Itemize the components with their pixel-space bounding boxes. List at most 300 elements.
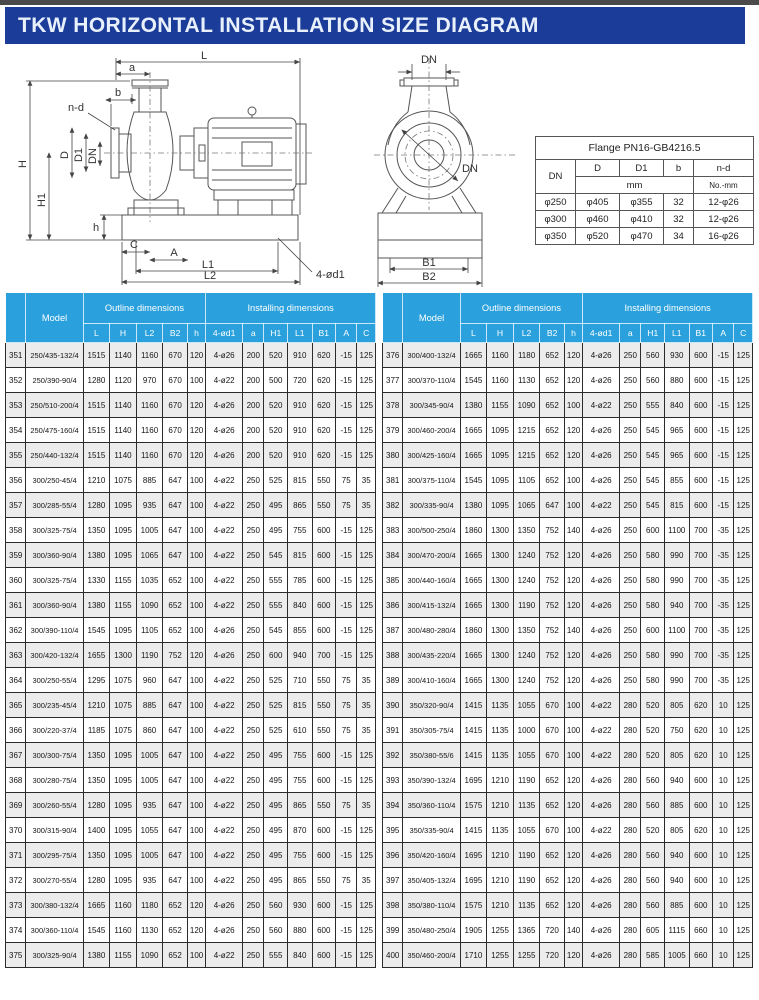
dimension-cell: 4-ø26 [583, 843, 620, 868]
dimension-cell: 250 [620, 468, 641, 493]
dimension-cell: 545 [264, 543, 288, 568]
dimension-cell: 610 [287, 718, 312, 743]
page-title: TKW HORIZONTAL INSTALLATION SIZE DIAGRAM [18, 13, 539, 37]
dimension-cell: 1255 [487, 943, 514, 968]
dimension-cell: 935 [136, 793, 163, 818]
dimension-cell: 865 [287, 868, 312, 893]
dimension-cell: 4-ø22 [206, 468, 243, 493]
dimension-cell: 125 [357, 518, 376, 543]
dimension-cell: 700 [689, 593, 713, 618]
dimension-cell: 1280 [83, 868, 110, 893]
row-number: 370 [6, 818, 26, 843]
dimension-cell: 1190 [513, 768, 540, 793]
dimension-cell: 250 [620, 593, 641, 618]
dimension-cell: 1365 [513, 918, 540, 943]
dimension-cell: 815 [287, 543, 312, 568]
dimension-cell: 1210 [83, 468, 110, 493]
dimension-cell: 960 [136, 668, 163, 693]
dimension-cell: 700 [689, 668, 713, 693]
row-number: 372 [6, 868, 26, 893]
dimension-cell: 560 [641, 843, 665, 868]
dimension-cell: 670 [163, 368, 188, 393]
table-row [383, 643, 753, 668]
dimension-cell: 280 [620, 818, 641, 843]
dimension-cell: 495 [264, 493, 288, 518]
dimension-cell: 580 [641, 543, 665, 568]
model-cell: 300/325-75/4 [26, 518, 83, 543]
dimension-cell: 700 [689, 543, 713, 568]
flange-spec-table [535, 136, 754, 245]
dimension-cell: 600 [312, 618, 336, 643]
model-cell: 300/260-55/4 [26, 793, 83, 818]
dimension-cell: 580 [641, 643, 665, 668]
dimension-cell: 250 [243, 618, 264, 643]
dimension-cell: 1130 [513, 368, 540, 393]
flange-cell: 32 [664, 211, 694, 228]
dimension-cell: 1090 [136, 593, 163, 618]
dimension-cell: 560 [641, 868, 665, 893]
dimension-cell: 652 [540, 343, 565, 368]
dimension-cell: 1095 [110, 518, 137, 543]
dimension-cell: 600 [689, 493, 713, 518]
model-cell: 300/440-160/4 [403, 568, 460, 593]
dimension-cell: 545 [641, 468, 665, 493]
dimension-cell: 4-ø26 [583, 893, 620, 918]
col-header-B2: B2 [540, 324, 565, 343]
dimension-cell: 35 [357, 668, 376, 693]
model-cell: 300/480-280/4 [403, 618, 460, 643]
dimension-cell: 620 [312, 343, 336, 368]
table-row [383, 393, 753, 418]
dimension-cell: 910 [287, 343, 312, 368]
dim-label-DN: DN [87, 148, 99, 164]
dimension-cell: 1400 [83, 818, 110, 843]
dimension-cell: 1300 [110, 643, 137, 668]
row-number: 366 [6, 718, 26, 743]
dimension-cell: 120 [564, 943, 582, 968]
dimension-cell: -15 [336, 843, 357, 868]
dimension-cell: 560 [641, 768, 665, 793]
dimension-cell: 1155 [110, 593, 137, 618]
dimension-cell: 600 [689, 393, 713, 418]
dimension-cell: 1300 [487, 668, 514, 693]
dimension-cell: 280 [620, 718, 641, 743]
table-row [6, 668, 376, 693]
dimension-cell: 600 [312, 843, 336, 868]
dimension-cell: 1280 [83, 793, 110, 818]
row-number: 367 [6, 743, 26, 768]
dimension-cell: 4-ø26 [583, 618, 620, 643]
dimension-cell: 1350 [83, 743, 110, 768]
dimension-cell: 1055 [513, 693, 540, 718]
dimension-cell: 100 [187, 743, 205, 768]
dimension-cell: -15 [336, 443, 357, 468]
dimension-cell: 940 [664, 868, 689, 893]
dimension-cell: 1240 [513, 543, 540, 568]
dimension-cell: 1905 [460, 918, 487, 943]
dimension-cell: -15 [713, 418, 734, 443]
model-cell: 300/325-75/4 [26, 568, 83, 593]
dimension-cell: 880 [287, 918, 312, 943]
dimension-cell: 495 [264, 743, 288, 768]
dimension-cell: 555 [264, 593, 288, 618]
dimension-cell: 1095 [110, 743, 137, 768]
model-column-header: Model [403, 293, 460, 343]
dimension-cell: 910 [287, 443, 312, 468]
model-cell: 350/390-132/4 [403, 768, 460, 793]
front-dim-label-B1: B1 [422, 257, 436, 269]
dimension-cell: 120 [187, 643, 205, 668]
dimension-cell: -35 [713, 568, 734, 593]
dimension-cell: 880 [664, 368, 689, 393]
dimension-cell: 1380 [83, 543, 110, 568]
dimension-cell: 125 [357, 593, 376, 618]
dimension-cell: 280 [620, 743, 641, 768]
dimension-cell: 10 [713, 893, 734, 918]
front-dim-label-DN-diag: DN [462, 163, 478, 175]
dimension-cell: 600 [689, 793, 713, 818]
dimension-cell: 1280 [83, 368, 110, 393]
model-cell: 350/420-160/4 [403, 843, 460, 868]
dimension-cell: 100 [564, 718, 582, 743]
dimension-cell: 120 [564, 668, 582, 693]
dimension-cell: 1190 [513, 843, 540, 868]
dimension-cell: 200 [243, 418, 264, 443]
dimension-cell: 120 [564, 593, 582, 618]
dim-label-H1: H1 [36, 192, 48, 208]
dimension-cell: 600 [689, 368, 713, 393]
dimension-cell: 1350 [83, 843, 110, 868]
dimension-cell: 600 [312, 943, 336, 968]
dimension-cell: 10 [713, 793, 734, 818]
dimension-cell: 4-ø26 [583, 443, 620, 468]
table-row [6, 368, 376, 393]
dimension-cell: -15 [336, 893, 357, 918]
dimension-cell: 1065 [136, 543, 163, 568]
row-number: 359 [6, 543, 26, 568]
col-header-h: h [187, 324, 205, 343]
dimension-cell: 1160 [110, 893, 137, 918]
table-row [6, 793, 376, 818]
dimension-cell: 250 [243, 943, 264, 968]
dimension-cell: 652 [163, 893, 188, 918]
dimension-cell: 700 [689, 618, 713, 643]
dimension-cell: 1035 [136, 568, 163, 593]
dimension-cell: 545 [641, 418, 665, 443]
dimension-cell: 125 [357, 768, 376, 793]
dimension-cell: 10 [713, 718, 734, 743]
dimension-cell: 1135 [513, 793, 540, 818]
flange-cell: φ300 [536, 211, 576, 228]
dimension-cell: 580 [641, 568, 665, 593]
dimension-cell: 935 [136, 868, 163, 893]
dimension-cell: 125 [734, 818, 753, 843]
dimension-cell: 4-ø26 [206, 618, 243, 643]
dimension-cell: 140 [564, 518, 582, 543]
dimension-cell: 670 [163, 418, 188, 443]
dimension-cell: 855 [664, 468, 689, 493]
dimension-cell: 100 [564, 493, 582, 518]
dimension-cell: 125 [734, 918, 753, 943]
front-dim-label-B2: B2 [422, 271, 436, 283]
dimension-cell: 125 [734, 443, 753, 468]
dimension-cell: 1215 [513, 443, 540, 468]
dimension-cell: 520 [641, 693, 665, 718]
dimension-cell: -15 [713, 493, 734, 518]
col-header-C: C [734, 324, 753, 343]
dimension-cell: 1160 [136, 443, 163, 468]
dimension-cell: -35 [713, 668, 734, 693]
dimension-cell: 647 [163, 543, 188, 568]
flange-cell: φ460 [576, 211, 620, 228]
dimension-cell: 585 [641, 943, 665, 968]
dimension-cell: 120 [564, 443, 582, 468]
table-row [383, 943, 753, 968]
dimension-cell: 1155 [110, 943, 137, 968]
dimension-cell: 100 [564, 743, 582, 768]
dimension-cell: 885 [136, 693, 163, 718]
model-cell: 300/325-90/4 [26, 943, 83, 968]
dimension-cell: 1515 [83, 443, 110, 468]
dimension-cell: 620 [312, 443, 336, 468]
model-cell: 300/420-132/4 [26, 643, 83, 668]
dimension-cell: 965 [664, 418, 689, 443]
row-number: 353 [6, 393, 26, 418]
dim-label-h: h [92, 222, 100, 234]
dimension-cell: 752 [540, 543, 565, 568]
dimension-cell: -15 [336, 593, 357, 618]
dimension-cell: 1210 [487, 843, 514, 868]
dimension-cell: 4-ø22 [206, 518, 243, 543]
model-cell: 250/435-132/4 [26, 343, 83, 368]
dimension-cell: 660 [689, 943, 713, 968]
dim-label-b: b [114, 87, 122, 99]
table-row [383, 568, 753, 593]
dimension-cell: 1665 [460, 568, 487, 593]
model-cell: 300/220-37/4 [26, 718, 83, 743]
dimension-cell: 125 [357, 343, 376, 368]
dimension-cell: 752 [540, 668, 565, 693]
dimension-cell: 865 [287, 493, 312, 518]
col-header-B1: B1 [689, 324, 713, 343]
dimension-cell: 250 [243, 918, 264, 943]
outline-group-header: Outline dimensions [460, 293, 583, 324]
dim-label-H: H [17, 160, 29, 168]
dimension-cell: 120 [564, 568, 582, 593]
dimension-cell: 525 [264, 693, 288, 718]
dimension-cell: 785 [287, 568, 312, 593]
dimension-cell: 600 [689, 843, 713, 868]
dimension-cell: 4-ø26 [583, 593, 620, 618]
dimension-cell: 520 [264, 443, 288, 468]
dimension-cell: 125 [734, 393, 753, 418]
table-row [6, 818, 376, 843]
dimension-cell: 75 [336, 718, 357, 743]
dimension-cell: 550 [312, 868, 336, 893]
model-cell: 300/345-90/4 [403, 393, 460, 418]
dimension-cell: 647 [540, 493, 565, 518]
dimension-cell: 125 [734, 618, 753, 643]
dimension-cell: 125 [357, 843, 376, 868]
dimension-cell: 1415 [460, 743, 487, 768]
dimension-cell: 755 [287, 518, 312, 543]
table-row [383, 893, 753, 918]
dimension-cell: 520 [264, 393, 288, 418]
dimension-cell: 4-ø22 [206, 368, 243, 393]
row-number: 378 [383, 393, 403, 418]
dimension-cell: 250 [620, 443, 641, 468]
dimension-cell: 550 [312, 493, 336, 518]
dimension-cell: 250 [620, 618, 641, 643]
dimension-cell: 647 [163, 518, 188, 543]
dimension-cell: 1075 [110, 668, 137, 693]
dimension-cell: 1160 [487, 368, 514, 393]
dimension-cell: 1105 [136, 618, 163, 643]
dimension-cell: 280 [620, 693, 641, 718]
dimension-cell: 750 [664, 718, 689, 743]
dimension-cell: 250 [243, 543, 264, 568]
row-number: 398 [383, 893, 403, 918]
dimension-cell: 125 [734, 343, 753, 368]
model-cell: 300/280-75/4 [26, 768, 83, 793]
dimension-cell: 1055 [513, 818, 540, 843]
dimension-cell: 120 [187, 443, 205, 468]
dimension-cell: 100 [187, 543, 205, 568]
dimension-cell: 280 [620, 868, 641, 893]
dimension-cell: 100 [187, 618, 205, 643]
dimension-cell: 250 [243, 668, 264, 693]
dimension-cell: 1695 [460, 768, 487, 793]
dimension-cell: 280 [620, 943, 641, 968]
table-row [6, 418, 376, 443]
dimension-cell: 550 [312, 718, 336, 743]
dimension-cell: 1090 [513, 393, 540, 418]
dimension-cell: 100 [187, 818, 205, 843]
dimension-cell: -15 [336, 518, 357, 543]
row-number: 388 [383, 643, 403, 668]
col-header-a: a [243, 324, 264, 343]
dimension-cell: 1160 [110, 918, 137, 943]
flange-cell: φ350 [536, 228, 576, 245]
dimension-cell: 560 [641, 793, 665, 818]
dimension-cell: 4-ø22 [583, 393, 620, 418]
dimension-cell: 125 [357, 818, 376, 843]
dimension-cell: 1710 [460, 943, 487, 968]
dimension-cell: 4-ø26 [583, 768, 620, 793]
dimension-cell: 250 [243, 518, 264, 543]
flange-row [536, 211, 754, 228]
row-number: 362 [6, 618, 26, 643]
dimension-cell: 600 [641, 518, 665, 543]
dim-label-A: A [170, 247, 178, 259]
dimension-cell: 4-ø26 [583, 543, 620, 568]
dimension-cell: 580 [641, 593, 665, 618]
dimension-cell: 1135 [513, 893, 540, 918]
dimension-cell: 125 [734, 568, 753, 593]
dimension-cell: 1140 [110, 343, 137, 368]
table-row [383, 918, 753, 943]
row-number: 361 [6, 593, 26, 618]
dimension-cell: 1380 [83, 943, 110, 968]
dimension-cell: 1300 [487, 643, 514, 668]
dimension-cell: 1575 [460, 893, 487, 918]
dimension-cell: 1380 [460, 393, 487, 418]
dimension-cell: 250 [243, 818, 264, 843]
dimension-cell: 100 [187, 518, 205, 543]
row-number: 357 [6, 493, 26, 518]
dimension-cell: 35 [357, 718, 376, 743]
dimension-cell: 935 [136, 493, 163, 518]
model-cell: 300/500-250/4 [403, 518, 460, 543]
model-cell: 350/405-132/4 [403, 868, 460, 893]
dimension-cell: 75 [336, 668, 357, 693]
dimension-cell: 4-ø26 [583, 468, 620, 493]
dimension-cell: 100 [187, 368, 205, 393]
table-row [383, 368, 753, 393]
dimension-cell: 560 [264, 918, 288, 943]
dimension-cell: 4-ø22 [206, 943, 243, 968]
dimension-cell: 1095 [110, 868, 137, 893]
dimension-cell: -15 [336, 343, 357, 368]
dimension-cell: 100 [187, 868, 205, 893]
dimension-cell: 1215 [513, 418, 540, 443]
dim-label-D1: D1 [73, 147, 85, 163]
dimension-cell: 1330 [83, 568, 110, 593]
dimension-cell: 700 [689, 568, 713, 593]
dimension-cell: 100 [187, 493, 205, 518]
dimension-cell: 560 [264, 893, 288, 918]
dimension-cell: 125 [734, 868, 753, 893]
dimension-cell: 1095 [110, 843, 137, 868]
dimension-cell: 652 [540, 843, 565, 868]
dimension-cell: -15 [713, 343, 734, 368]
dimension-cell: 647 [163, 493, 188, 518]
dimension-cell: 100 [187, 943, 205, 968]
flange-cell: 12-φ26 [694, 194, 754, 211]
table-row [6, 768, 376, 793]
dimension-cell: 545 [641, 443, 665, 468]
dimension-cell: 250 [620, 368, 641, 393]
dimension-cell: 1190 [136, 643, 163, 668]
dimension-cell: 652 [163, 593, 188, 618]
dimension-cell: 125 [357, 568, 376, 593]
dimension-cell: 965 [664, 443, 689, 468]
dimension-cell: 280 [620, 843, 641, 868]
dimension-cell: 495 [264, 818, 288, 843]
scan-top-edge [0, 0, 759, 5]
table-row [383, 693, 753, 718]
row-number: 354 [6, 418, 26, 443]
col-header-A: A [713, 324, 734, 343]
dimension-cell: 1295 [83, 668, 110, 693]
dimension-cell: 525 [264, 668, 288, 693]
dimension-cell: 1095 [110, 543, 137, 568]
model-cell: 300/425-160/4 [403, 443, 460, 468]
dimension-cell: 855 [287, 618, 312, 643]
dimension-cell: 647 [163, 793, 188, 818]
dimension-cell: 280 [620, 793, 641, 818]
row-number: 371 [6, 843, 26, 868]
table-row [383, 418, 753, 443]
dimension-cell: 1665 [460, 643, 487, 668]
dimension-cell: 250 [243, 643, 264, 668]
dimension-cell: 140 [564, 918, 582, 943]
dimension-cell: 100 [187, 793, 205, 818]
dim-label-L2: L2 [203, 270, 217, 282]
table-row [383, 618, 753, 643]
row-number: 382 [383, 493, 403, 518]
dimension-cell: 865 [287, 793, 312, 818]
